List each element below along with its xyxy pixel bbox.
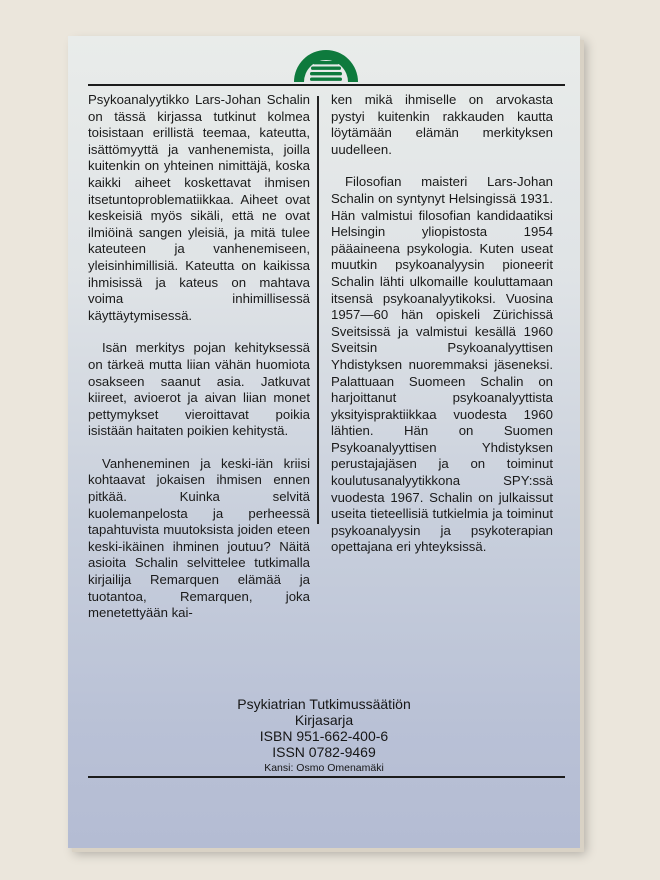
cover-credit: Kansi: Osmo Omenamäki	[264, 762, 384, 774]
back-cover	[68, 36, 580, 848]
top-rule	[88, 84, 565, 86]
publisher-imprint	[68, 696, 580, 775]
isbn: ISBN 951-662-400-6	[259, 728, 389, 744]
paragraph-continuation: ken mikä ihmiselle on arvokasta pystyi kuitenkin rakkauden kautta löytämään elämän merkityksen uudelleen.	[331, 92, 553, 157]
publisher-name: Psykiatrian Tutkimussäätiön	[237, 696, 411, 712]
sun-over-water-logo-icon	[290, 46, 362, 82]
left-text-column	[88, 92, 310, 638]
right-text-column	[331, 92, 553, 572]
paragraph-aging: Vanheneminen ja keski-iän kriisi kohtaavat jokaisen ihmisen ennen pitkää. Kuinka selvitä kuolemanpelosta ja perheessä tapahtuvista muutoksista joiden eteen keski-ikäinen ihminen joutuu? Näitä asioita Schalin selvittelee tutkimalla kirjailija Remarquen elämää ja tuotantoa, Remarquen, joka menetettyään kai-	[88, 455, 310, 621]
bottom-rule	[88, 776, 565, 778]
paragraph-themes: Psykoanalyytikko Lars-Johan Schalin on tässä kirjassa tutkinut kolmea toisistaan erillistä teemaa, kateutta, isättömyyttä ja vanhenemista, joilla kuitenkin on yhteinen nimittäjä, koska kaikki aiheet koskettavat ihmisen itsetuntoproblematiikkaa. Aiheet ovat keskeisiä myös sikäli, että ne ovat ilmiöinä sangen yleisiä, ja mitä tulee kateuteen ja vanhenemiseen, yleisinhimillisiä. Kateutta on kaikissa ihmisissä ja kateus on mahtava voima inhimillisessä käyttäytymisessä.	[88, 92, 310, 323]
paragraph-fathers: Isän merkitys pojan kehityksessä on tärkeä mutta liian vähän huomiota osakseen saanut asia. Jatkuvat kiireet, avioerot ja aivan liian monet pettymykset vieroittavat poikia isistään haitaten poikien kehitystä.	[88, 340, 310, 439]
series-name: Kirjasarja	[294, 712, 354, 728]
paragraph-author-bio: Filosofian maisteri Lars-Johan Schalin on syntynyt Helsingissä 1931. Hän valmistui filosofian kandidaatiksi Helsingin yliopistosta 1954 pääaineena psykologia. Kuten useat muutkin psykoanalyysin pioneerit Schalin lähti ulkomaille kouluttamaan itsensä psykoanalyytikoksi. Vuosina 1957—60 hän opiskeli Zürichissä Sveitsissä ja valmistui kesällä 1960 Sveitsin Psykoanalyyttisen Yhdistyksen nuoremmaksi jäseneksi. Palattuaan Suomeen Schalin on harjoittanut psykoanalyyttista yksityispraktiikkaa vuodesta 1960 lähtien. Hän on Suomen Psykoanalyyttisen Yhdistyksen perustajajäsen ja on toiminut koulutusanalyytikkona SPY:ssä vuodesta 1967. Schalin on julkaissut useita tieteellisiä tutkielmia ja toiminut psykoanalyysin ja psykoterapian opettajana eri yhteyksissä.	[331, 174, 553, 555]
column-divider	[317, 96, 319, 524]
issn: ISSN 0782-9469	[272, 744, 376, 760]
